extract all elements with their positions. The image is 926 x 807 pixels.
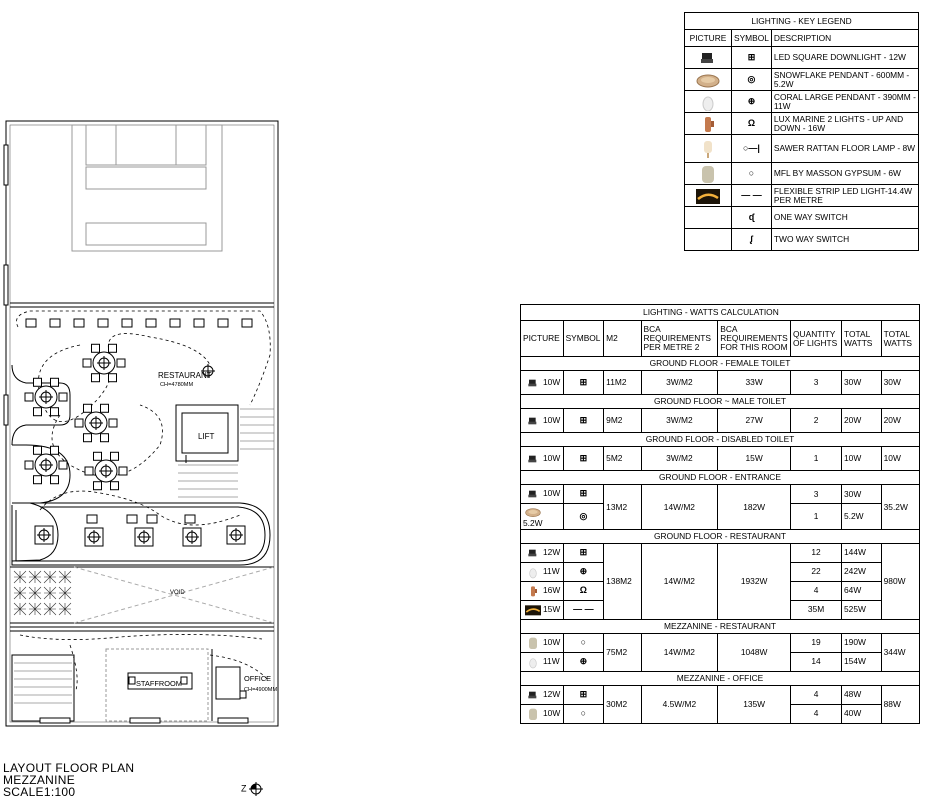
light-symbol-icon: ⊞ (579, 689, 588, 700)
fixture-wattage: 10W (543, 452, 561, 463)
watts-item-row (521, 485, 920, 504)
watts-qty-cell: 4 (791, 704, 842, 723)
banquette-seat (242, 319, 252, 327)
watts-header-cell: QUANTITY OF LIGHTS (791, 321, 842, 357)
light-symbol-icon: ⊕ (747, 95, 756, 106)
strip-picture (523, 603, 543, 617)
light-symbol-icon: ○ (748, 167, 755, 178)
watts-symbol-cell (563, 652, 604, 671)
light-symbol-icon: ○—| (742, 142, 760, 153)
watts-item-row (521, 633, 920, 652)
light-symbol-icon: ⊕ (579, 566, 588, 577)
light-symbol-icon: ⊞ (579, 547, 588, 558)
north-label: Z (241, 783, 247, 794)
chair (185, 515, 195, 523)
watts-qty-cell: 35M (791, 600, 842, 619)
planter-hatch (14, 603, 26, 615)
watts-bca-per-cell: 3W/M2 (641, 409, 718, 433)
watts-picture-cell (521, 685, 564, 704)
light-symbol-icon: ○ (580, 708, 587, 719)
watts-bca-per-cell: 14W/M2 (641, 543, 718, 619)
north-arrow-icon (249, 782, 263, 796)
legend-header-description: DESCRIPTION (771, 30, 918, 47)
gypsum-picture (523, 707, 543, 721)
banquette-seat (26, 319, 36, 327)
legend-row (685, 69, 919, 91)
watts-bca-per-cell: 3W/M2 (641, 371, 718, 395)
watts-total-cell: 30W (842, 485, 882, 504)
office-ceiling-height: CH=4900MM (244, 687, 278, 693)
light-symbol-icon: ◎ (747, 73, 756, 84)
watts-section-header (521, 357, 920, 371)
watts-section-header (521, 395, 920, 409)
watts-symbol-cell (563, 581, 604, 600)
legend-row (685, 163, 919, 185)
lift-label: LIFT (198, 432, 215, 441)
planter-hatch (29, 571, 41, 583)
light-symbol-icon: ᶑ (748, 211, 755, 222)
restaurant-label: RESTAURANT (158, 371, 212, 380)
snowflake-picture (693, 71, 723, 89)
fixture-wattage: 10W (543, 708, 561, 719)
watts-total-cell: 30W (842, 371, 882, 395)
watts-symbol-cell (563, 543, 604, 562)
chair (127, 515, 137, 523)
watts-bca-room-cell: 1932W (718, 543, 791, 619)
gypsum-picture (693, 165, 723, 183)
light-symbol-icon: Ω (747, 117, 756, 128)
legend-row (685, 47, 919, 69)
light-symbol-icon: Ω (579, 585, 587, 596)
legend-picture-cell (685, 207, 732, 229)
fixture-wattage: 10W (543, 376, 561, 387)
banquette-seat (50, 319, 60, 327)
legend-symbol-cell (732, 113, 772, 135)
banquette-seat (74, 319, 84, 327)
legend-symbol-cell (732, 47, 772, 69)
legend-picture-cell (685, 135, 732, 163)
watts-section-title: GROUND FLOOR - ENTRANCE (521, 471, 920, 485)
gypsum-picture (523, 636, 543, 650)
watts-grand-total-cell: 980W (881, 543, 919, 619)
watts-symbol-cell (563, 485, 604, 504)
watts-total-cell: 48W (842, 685, 882, 704)
watts-symbol-cell (563, 704, 604, 723)
chair (147, 515, 157, 523)
staffroom-label: STAFFROOM (136, 679, 182, 688)
planter-hatch (44, 587, 56, 599)
planter-hatch (14, 571, 26, 583)
downlight-picture (523, 414, 543, 428)
fixture-wattage: 10W (543, 488, 561, 499)
plan-title: LAYOUT FLOOR PLAN (3, 761, 135, 775)
watts-item-row (521, 371, 920, 395)
marine-picture (693, 115, 723, 133)
watts-picture-cell (521, 633, 564, 652)
watts-header-cell: SYMBOL (563, 321, 604, 357)
legend-symbol-cell (732, 163, 772, 185)
watts-grand-total-cell: 10W (881, 447, 919, 471)
light-symbol-icon: ⊞ (579, 488, 588, 499)
watts-picture-cell (521, 652, 564, 671)
watts-grand-total-cell: 20W (881, 409, 919, 433)
watts-qty-cell: 4 (791, 685, 842, 704)
fixture-wattage: 10W (543, 414, 561, 425)
office-label: OFFICE (244, 674, 272, 683)
watts-grand-total-cell: 344W (881, 633, 919, 671)
watts-header-row (521, 321, 920, 357)
watts-item-row (521, 447, 920, 471)
watts-qty-cell: 12 (791, 543, 842, 562)
legend-symbol-cell (732, 185, 772, 207)
banquette-seat (146, 319, 156, 327)
watts-total-cell: 144W (842, 543, 882, 562)
watts-section-header (521, 671, 920, 685)
watts-picture-cell (521, 447, 564, 471)
office-desk (216, 667, 240, 699)
light-symbol-icon: ◎ (579, 510, 588, 521)
light-symbol-icon: ⊞ (747, 51, 756, 62)
watts-header-cell: BCA REQUIREMENTS PER METRE 2 (641, 321, 718, 357)
light-symbol-icon: ○ (580, 637, 587, 648)
lighting-key-legend (684, 12, 919, 251)
planter-hatch (44, 603, 56, 615)
watts-header-cell: PICTURE (521, 321, 564, 357)
watts-symbol-cell (563, 371, 604, 395)
watts-picture-cell (521, 562, 564, 581)
watts-grand-total-cell: 35.2W (881, 485, 919, 530)
watts-section-title: GROUND FLOOR - FEMALE TOILET (521, 357, 920, 371)
watts-total-cell: 525W (842, 600, 882, 619)
watts-bca-room-cell: 33W (718, 371, 791, 395)
watts-picture-cell (521, 600, 564, 619)
watts-section-header (521, 529, 920, 543)
legend-description-cell: SNOWFLAKE PENDANT - 600MM - 5.2W (771, 69, 918, 91)
planter-hatch (14, 587, 26, 599)
watts-symbol-cell (563, 685, 604, 704)
fixture-wattage: 10W (543, 637, 561, 648)
legend-row (685, 113, 919, 135)
watts-picture-cell (521, 504, 564, 530)
watts-area-cell: 138M2 (604, 543, 641, 619)
watts-symbol-cell (563, 633, 604, 652)
banquette-seat (170, 319, 180, 327)
downlight-picture (523, 452, 543, 466)
planter-hatch (59, 571, 71, 583)
legend-title: LIGHTING - KEY LEGEND (685, 13, 919, 30)
banquette-seat (122, 319, 132, 327)
watts-bca-room-cell: 1048W (718, 633, 791, 671)
restaurant-ceiling-height: CH=4780MM (160, 382, 194, 388)
coral-picture (693, 93, 723, 111)
legend-symbol-cell (732, 135, 772, 163)
north-arrow (241, 782, 263, 796)
watts-total-cell: 154W (842, 652, 882, 671)
watts-grand-total-cell: 88W (881, 685, 919, 723)
banquette-seat (98, 319, 108, 327)
watts-symbol-cell (563, 562, 604, 581)
plan-title-block (3, 762, 134, 798)
planter-hatch (29, 603, 41, 615)
watts-symbol-cell (563, 504, 604, 530)
watts-total-cell: 10W (842, 447, 882, 471)
watts-header-cell: TOTAL WATTS (881, 321, 919, 357)
legend-row (685, 207, 919, 229)
watts-section-title: MEZZANINE - OFFICE (521, 671, 920, 685)
watts-symbol-cell (563, 447, 604, 471)
downlight-symbol (129, 677, 135, 684)
legend-row (685, 185, 919, 207)
legend-picture-cell (685, 91, 732, 113)
legend-symbol-cell (732, 207, 772, 229)
downlight-picture (523, 688, 543, 702)
coral-picture (523, 655, 543, 669)
fixture-wattage: 5.2W (523, 518, 543, 528)
watts-title: LIGHTING - WATTS CALCULATION (641, 305, 919, 321)
legend-description-cell: MFL BY MASSON GYPSUM - 6W (771, 163, 918, 185)
fixture-wattage: 11W (543, 566, 560, 577)
legend-symbol-cell (732, 229, 772, 251)
strip-picture (693, 187, 723, 205)
watts-section-title: GROUND FLOOR ~ MALE TOILET (521, 395, 920, 409)
downlight-picture (523, 546, 543, 560)
watts-picture-cell (521, 581, 564, 600)
watts-section-header (521, 471, 920, 485)
watts-bca-per-cell: 14W/M2 (641, 485, 718, 530)
light-symbol-icon: ⊞ (579, 414, 588, 425)
floorlamp-picture (693, 140, 723, 158)
legend-description-cell: LUX MARINE 2 LIGHTS - UP AND DOWN - 16W (771, 113, 918, 135)
watts-total-cell: 64W (842, 581, 882, 600)
legend-description-cell: CORAL LARGE PENDANT - 390MM - 11W (771, 91, 918, 113)
downlight-picture (523, 487, 543, 501)
planter-hatch (44, 571, 56, 583)
downlight-picture (693, 49, 723, 67)
watts-area-cell: 5M2 (604, 447, 641, 471)
legend-symbol-cell (732, 91, 772, 113)
coral-picture (523, 565, 543, 579)
light-symbol-icon: — — (741, 189, 762, 200)
legend-picture-cell (685, 113, 732, 135)
fixture-wattage: 11W (543, 656, 560, 667)
legend-picture-cell (685, 229, 732, 251)
legend-row (685, 229, 919, 251)
watts-bca-room-cell: 15W (718, 447, 791, 471)
light-symbol-icon: ⊞ (579, 452, 588, 463)
snowflake-picture (523, 505, 543, 519)
watts-header-cell: M2 (604, 321, 641, 357)
watts-qty-cell: 4 (791, 581, 842, 600)
fixture-wattage: 12W (543, 689, 561, 700)
watts-picture-cell (521, 371, 564, 395)
fixture-wattage: 15W (543, 604, 561, 615)
watts-section-title: GROUND FLOOR - DISABLED TOILET (521, 433, 920, 447)
light-symbol-icon: ⊕ (579, 656, 588, 667)
chair (87, 515, 97, 523)
legend-picture-cell (685, 163, 732, 185)
void-label: VOID (170, 590, 185, 596)
light-symbol-icon: — — (573, 604, 594, 615)
watts-qty-cell: 1 (791, 447, 842, 471)
watts-total-cell: 190W (842, 633, 882, 652)
watts-item-row (521, 543, 920, 562)
legend-picture-cell (685, 185, 732, 207)
watts-area-cell: 13M2 (604, 485, 641, 530)
watts-total-cell: 20W (842, 409, 882, 433)
watts-qty-cell: 2 (791, 409, 842, 433)
watts-qty-cell: 14 (791, 652, 842, 671)
fixture-wattage: 12W (543, 547, 561, 558)
banquette-seat (218, 319, 228, 327)
plan-level: MEZZANINE (3, 773, 76, 787)
watts-total-cell: 242W (842, 562, 882, 581)
watts-bca-room-cell: 135W (718, 685, 791, 723)
light-symbol-icon: ᶘ (749, 233, 753, 244)
legend-symbol-cell (732, 69, 772, 91)
watts-bca-room-cell: 182W (718, 485, 791, 530)
watts-bca-per-cell: 14W/M2 (641, 633, 718, 671)
watts-header-cell: TOTAL WATTS (842, 321, 882, 357)
legend-description-cell: SAWER RATTAN FLOOR LAMP - 8W (771, 135, 918, 163)
watts-bca-room-cell: 27W (718, 409, 791, 433)
light-symbol-icon: ⊞ (579, 376, 588, 387)
watts-item-row (521, 685, 920, 704)
watts-total-cell: 5.2W (842, 504, 882, 530)
watts-area-cell: 75M2 (604, 633, 641, 671)
watts-total-cell: 40W (842, 704, 882, 723)
watts-qty-cell: 3 (791, 485, 842, 504)
legend-description-cell: TWO WAY SWITCH (771, 229, 918, 251)
watts-qty-cell: 1 (791, 504, 842, 530)
legend-description-cell: LED SQUARE DOWNLIGHT - 12W (771, 47, 918, 69)
legend-header-symbol: SYMBOL (732, 30, 772, 47)
plan-scale: SCALE1:100 (3, 785, 76, 799)
watts-bca-per-cell: 3W/M2 (641, 447, 718, 471)
planter-hatch (59, 587, 71, 599)
legend-picture-cell (685, 69, 732, 91)
watts-picture-cell (521, 409, 564, 433)
watts-header-cell: BCA REQUIREMENTS FOR THIS ROOM (718, 321, 791, 357)
watts-qty-cell: 19 (791, 633, 842, 652)
legend-row (685, 135, 919, 163)
watts-area-cell: 9M2 (604, 409, 641, 433)
watts-picture-cell (521, 485, 564, 504)
planter-hatch (29, 587, 41, 599)
downlight-symbol (181, 677, 187, 684)
lighting-watts-calculation (520, 304, 920, 724)
watts-section-title: MEZZANINE - RESTAURANT (521, 619, 920, 633)
watts-section-header (521, 433, 920, 447)
legend-picture-cell (685, 47, 732, 69)
planter-hatch (59, 603, 71, 615)
legend-header-picture: PICTURE (685, 30, 732, 47)
watts-item-row (521, 409, 920, 433)
legend-description-cell: ONE WAY SWITCH (771, 207, 918, 229)
watts-area-cell: 11M2 (604, 371, 641, 395)
watts-section-header (521, 619, 920, 633)
fixture-wattage: 16W (543, 585, 561, 596)
watts-section-title: GROUND FLOOR - RESTAURANT (521, 529, 920, 543)
watts-picture-cell (521, 704, 564, 723)
watts-grand-total-cell: 30W (881, 371, 919, 395)
legend-row (685, 91, 919, 113)
banquette-seat (194, 319, 204, 327)
watts-picture-cell (521, 543, 564, 562)
watts-symbol-cell (563, 409, 604, 433)
watts-bca-per-cell: 4.5W/M2 (641, 685, 718, 723)
watts-qty-cell: 22 (791, 562, 842, 581)
marine-picture (523, 584, 543, 598)
watts-qty-cell: 3 (791, 371, 842, 395)
floor-plan-drawing (0, 115, 290, 730)
watts-symbol-cell (563, 600, 604, 619)
watts-area-cell: 30M2 (604, 685, 641, 723)
legend-description-cell: FLEXIBLE STRIP LED LIGHT-14.4W PER METRE (771, 185, 918, 207)
downlight-picture (523, 376, 543, 390)
